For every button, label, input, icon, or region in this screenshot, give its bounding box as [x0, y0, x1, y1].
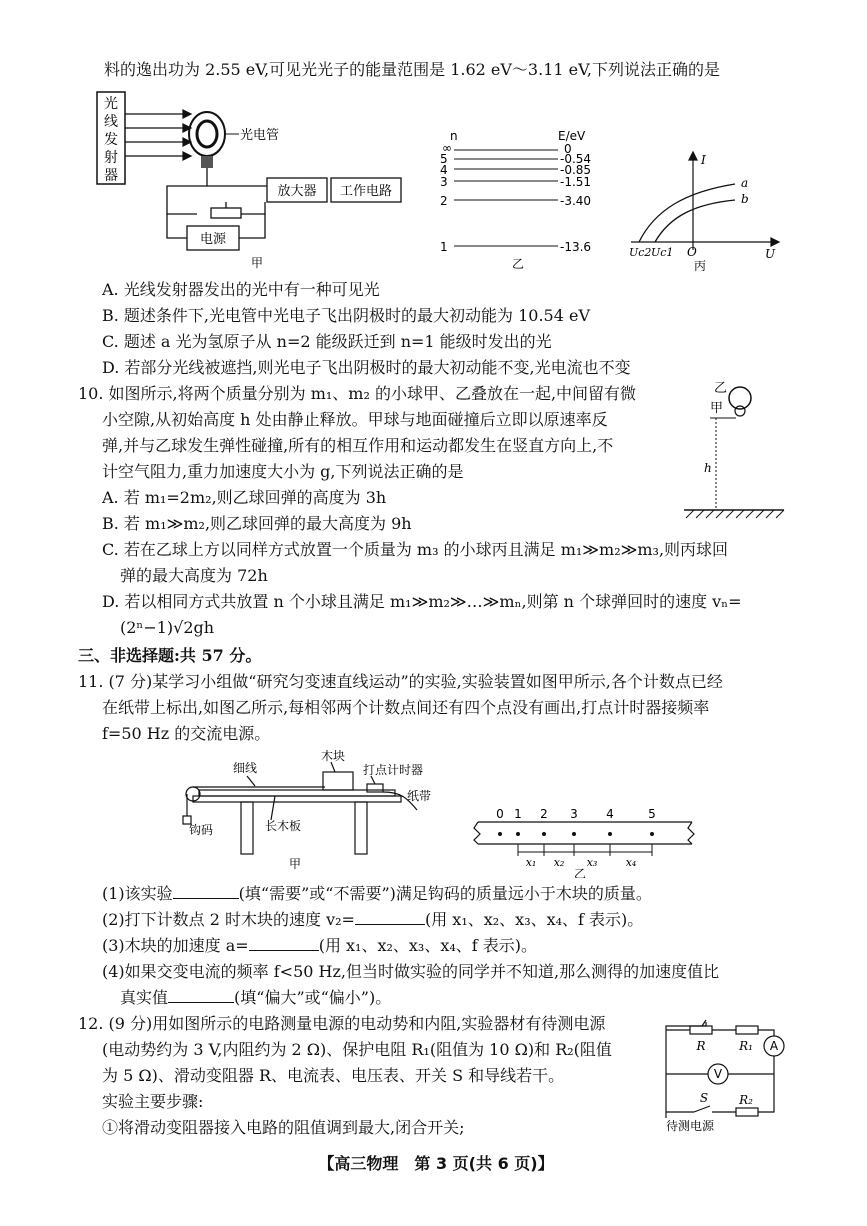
r2-label: R₂	[739, 1093, 753, 1107]
q11-sub-1: (1)该实验 (填“需要”或“不需要”)满足钩码的质量远小于木块的质量。	[102, 884, 652, 903]
ball-yi-label: 乙	[714, 381, 728, 396]
q12-circuit-figure	[660, 1018, 800, 1132]
q10-line: 小空隙,从初始高度 h 处由静止释放。甲球与地面碰撞后立即以原速率反	[102, 410, 608, 429]
level-e: -3.40	[560, 194, 592, 208]
level-e: -0.85	[560, 163, 592, 177]
tape-point: 2	[540, 807, 548, 821]
tape-point: 5	[648, 807, 656, 821]
q9-option-a: A. 光线发射器发出的光中有一种可见光	[102, 280, 380, 299]
q11-sub-2: (2)打下计数点 2 时木块的速度 v₂= (用 x₁、x₂、x₃、x₄、f 表示)。	[102, 910, 644, 929]
height-label: h	[704, 461, 712, 475]
r1-label: R₁	[739, 1039, 753, 1053]
work-circuit-label: 工作电路	[339, 184, 393, 199]
q11-figure-jia	[175, 748, 445, 872]
caption-q11-jia: 甲	[288, 857, 302, 871]
uc1-label: Uc1	[651, 246, 674, 259]
q10-option-d: D. 若以相同方式共放置 n 个小球且满足 m₁≫m₂≫…≫mₙ,则第 n 个球弹回时的速度 vₙ=	[102, 592, 742, 611]
section-3-heading: 三、非选择题:共 57 分。	[78, 646, 262, 665]
phototube-icon	[189, 112, 225, 156]
ammeter-icon: A	[769, 1039, 779, 1053]
level-n: 3	[440, 175, 448, 189]
emitter-char: 线	[104, 114, 118, 130]
q11-figure-yi	[470, 800, 700, 878]
q9-option-d: D. 若部分光线被遮挡,则光电子飞出阴极时的最大初动能不变,光电流也不变	[102, 358, 631, 377]
q12-line: (电动势约为 3 V,内阻约为 2 Ω)、保护电阻 R₁(阻值为 10 Ω)和 R₂(阻值	[102, 1040, 612, 1059]
q12-line: 为 5 Ω)、滑动变阻器 R、电流表、电压表、开关 S 和导线若干。	[102, 1066, 565, 1085]
amplifier-label: 放大器	[277, 184, 317, 199]
level-inf-e: 0	[564, 142, 572, 156]
q10-line: 10. 如图所示,将两个质量分别为 m₁、m₂ 的小球甲、乙叠放在一起,中间留有微	[78, 384, 637, 403]
emitter-char: 射	[104, 150, 118, 166]
q11-sub-3: (3)木块的加速度 a= (用 x₁、x₂、x₃、x₄、f 表示)。	[102, 936, 538, 955]
q10-line: 弹,并与乙球发生弹性碰撞,所有的相互作用和运动都发生在竖直方向上,不	[102, 436, 614, 455]
r-label: R	[696, 1039, 706, 1053]
q11-line: 在纸带上标出,如图乙所示,每相邻两个计数点间还有四个点没有画出,打点计时器接频率	[102, 698, 710, 717]
curve-b-label: b	[741, 192, 749, 206]
phototube-label: 光电管	[240, 128, 280, 143]
caption-bing: 丙	[693, 259, 707, 272]
switch-label: S	[699, 1091, 709, 1105]
q12-line: ①将滑动变阻器接入电路的阻值调到最大,闭合开关;	[102, 1118, 465, 1137]
segment-label: x₄	[625, 856, 637, 869]
power-label: 电源	[199, 232, 227, 247]
q11-sub-4-cont: 真实值 (填“偏大”或“偏小”)。	[120, 988, 392, 1007]
hook-label: 钩码	[189, 823, 214, 837]
caption-q11-yi: 乙	[573, 867, 587, 878]
q12-line: 12. (9 分)用如图所示的电路测量电源的电动势和内阻,实验器材有待测电源	[78, 1014, 606, 1033]
q11-line: f=50 Hz 的交流电源。	[102, 724, 271, 743]
emitter-char: 发	[104, 132, 118, 148]
q9-figure-yi	[430, 128, 615, 270]
origin-label: O	[687, 245, 697, 259]
n-header: n	[450, 129, 458, 143]
segment-label: x₁	[525, 856, 537, 869]
q9-option-b: B. 题述条件下,光电管中光电子飞出阴极时的最大初动能为 10.54 eV	[102, 306, 591, 325]
q10-option-b: B. 若 m₁≫m₂,则乙球回弹的最大高度为 9h	[102, 514, 412, 533]
level-n: 1	[440, 240, 448, 254]
q9-option-c: C. 题述 a 光为氢原子从 n=2 能级跃迁到 n=1 能级时发出的光	[102, 332, 552, 351]
tape-point: 4	[606, 807, 614, 821]
level-n: 4	[440, 163, 448, 177]
level-e: -1.51	[560, 175, 592, 189]
emitter-char: 光	[104, 96, 118, 112]
q9-figure-bing	[625, 150, 785, 272]
q10-option-c-cont: 弹的最大高度为 72h	[120, 566, 268, 585]
answer-blank[interactable]	[249, 936, 319, 951]
segment-label: x₃	[586, 856, 598, 869]
level-inf-n: ∞	[442, 141, 452, 155]
curve-b	[655, 200, 735, 242]
level-n: 2	[440, 194, 448, 208]
q10-option-d-cont: (2ⁿ−1)√2gh	[120, 618, 215, 637]
page-footer: 【高三物理 第 3 页(共 6 页)】	[318, 1154, 554, 1173]
segment-label: x₂	[553, 856, 565, 869]
q10-option-c: C. 若在乙球上方以同样方式放置一个质量为 m₃ 的小球丙且满足 m₁≫m₂≫m₃,则丙球回	[102, 540, 729, 559]
caption-yi: 乙	[511, 257, 525, 270]
curve-a	[639, 184, 735, 242]
source-label: 待测电源	[665, 1119, 715, 1132]
tape-point: 0	[496, 807, 504, 821]
q12-line: 实验主要步骤:	[102, 1092, 204, 1111]
curve-a-label: a	[741, 176, 749, 190]
level-e: -13.6	[560, 240, 592, 254]
uc2-label: Uc2	[629, 246, 652, 259]
answer-blank[interactable]	[173, 884, 239, 899]
q10-line: 计空气阻力,重力加速度大小为 g,下列说法正确的是	[102, 462, 464, 481]
ball-jia-label: 甲	[710, 401, 724, 416]
q9-figure-jia	[95, 90, 415, 270]
ball-jia-icon	[735, 406, 745, 416]
block-label: 木块	[321, 749, 346, 763]
answer-blank[interactable]	[168, 988, 234, 1003]
voltmeter-icon: V	[713, 1067, 723, 1081]
q11-sub-4: (4)如果交变电流的频率 f<50 Hz,但当时做实验的同学并不知道,那么测得的加速度值比	[102, 962, 720, 981]
q10-figure	[680, 378, 790, 520]
q10-option-a: A. 若 m₁=2m₂,则乙球回弹的高度为 3h	[102, 488, 387, 507]
tape-label: 纸带	[407, 789, 432, 803]
board-label: 长木板	[265, 819, 302, 833]
answer-blank[interactable]	[355, 910, 425, 925]
axis-i-label: I	[701, 153, 706, 167]
string-label: 细线	[233, 761, 258, 775]
tape-point: 1	[514, 807, 522, 821]
axis-u-label: U	[765, 247, 776, 261]
q11-line: 11. (7 分)某学习小组做“研究匀变速直线运动”的实验,实验装置如图甲所示,各个计数点已经	[78, 672, 723, 691]
emitter-char: 器	[104, 168, 118, 184]
q9-intro: 料的逸出功为 2.55 eV,可见光光子的能量范围是 1.62 eV～3.11 eV,下列说法正确的是	[104, 60, 720, 79]
e-header: E/eV	[558, 129, 586, 143]
level-n: 5	[440, 152, 448, 166]
timer-label: 打点计时器	[363, 763, 424, 777]
tape-point: 3	[570, 807, 578, 821]
caption-jia: 甲	[250, 256, 264, 270]
level-e: -0.54	[560, 152, 592, 166]
